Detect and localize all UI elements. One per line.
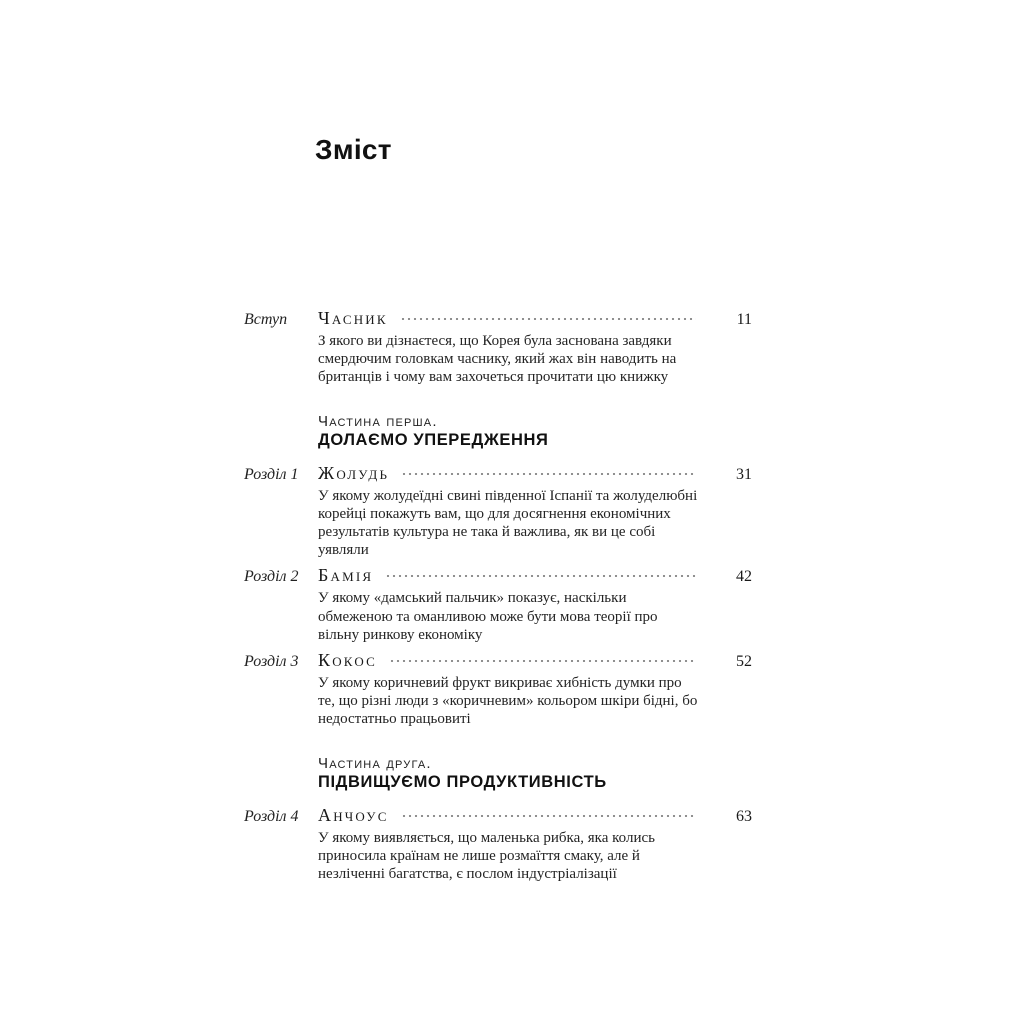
toc-entry xyxy=(244,806,752,884)
toc-entry-head xyxy=(244,566,752,586)
entry-label: Вступ xyxy=(244,311,288,328)
entry-page-number: 11 xyxy=(736,311,752,328)
toc-entry-head xyxy=(244,651,752,671)
page-title: Зміст xyxy=(315,134,392,165)
dotted-leader xyxy=(400,318,696,320)
entry-page-number: 42 xyxy=(736,568,752,586)
entry-page-number: 52 xyxy=(736,653,752,671)
part-kicker: Частина друга. xyxy=(318,754,432,772)
table-of-contents xyxy=(244,309,752,883)
entry-label: Розділ 1 xyxy=(244,465,299,483)
part-title: ПІДВИЩУЄМО ПРОДУКТИВНІСТЬ xyxy=(318,772,607,791)
part-title: ДОЛАЄМО УПЕРЕДЖЕННЯ xyxy=(318,430,549,449)
entry-title: Часник xyxy=(318,308,388,328)
dotted-leader xyxy=(389,660,696,662)
entry-description: У якому жолудеїдні свині південної Іспанії та жолуделюбні корейці покажуть вам, що для досягнення економічних результатів культура не така й важлива, як ви це собі уявляли xyxy=(318,487,698,559)
dotted-leader xyxy=(401,473,696,475)
entry-page-number: 31 xyxy=(736,465,752,483)
toc-entry-head xyxy=(244,464,752,484)
entry-title: Кокос xyxy=(318,650,377,671)
entry-label: Розділ 3 xyxy=(244,653,299,671)
toc-entry xyxy=(244,309,752,387)
dotted-leader xyxy=(385,575,696,577)
toc-entry xyxy=(244,651,752,729)
toc-entry-head xyxy=(244,309,752,329)
part-heading xyxy=(318,755,752,792)
entry-title: Жолудь xyxy=(318,462,390,483)
entry-description: З якого ви дізнаєтеся, що Корея була заснована завдяки смердючим головкам часнику, який жах він наводить на британців і чому вам захочеться прочитати цю книжку xyxy=(318,333,677,386)
toc-entry xyxy=(244,566,752,644)
entry-label: Розділ 2 xyxy=(244,568,299,586)
entry-description: У якому виявляється, що маленька рибка, яка колись приносила країнам не лише розмаїття смаку, але й незліченні багатства, є послом індустріалізації xyxy=(318,829,655,883)
entry-description: У якому «дамський пальчик» показує, наскільки обмеженою та оманливою може бути мова теорії про вільну ринкову економіку xyxy=(318,590,658,643)
dotted-leader xyxy=(401,815,696,817)
entry-title: Бамія xyxy=(318,565,374,586)
entry-page-number: 63 xyxy=(736,807,752,825)
entry-description: У якому коричневий фрукт викриває хибність думки про те, що різні люди з «коричневим» кольором шкіри бідні, бо недостатньо працьовиті xyxy=(318,675,698,728)
entry-title: Анчоус xyxy=(318,804,389,825)
entry-label: Розділ 4 xyxy=(244,807,299,825)
part-kicker: Частина перша. xyxy=(318,412,438,430)
toc-entry-head xyxy=(244,806,752,826)
part-heading xyxy=(318,413,752,450)
toc-entry xyxy=(244,464,752,560)
